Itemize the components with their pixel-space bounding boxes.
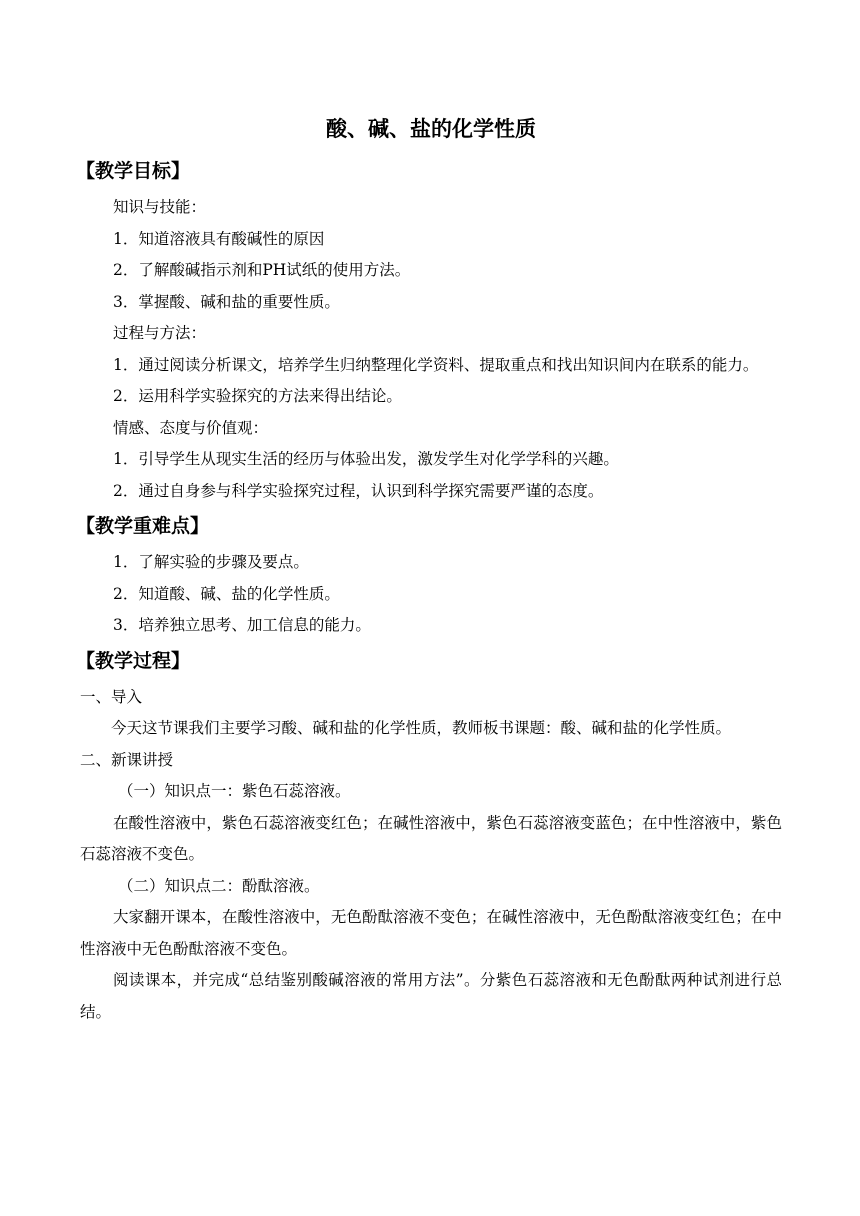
- point1-label: （一）知识点一：紫色石蕊溶液。: [118, 782, 351, 800]
- attitude-item-2: 2．通过自身参与科学实验探究过程，认识到科学探究需要严谨的态度。: [113, 481, 604, 500]
- point2-text: 大家翻开课本，在酸性溶液中，无色酚酞溶液不变色；在碱性溶液中，无色酚酞溶液变红色；在中性溶液中无色酚酞溶液不变色。: [80, 908, 782, 958]
- intro-text: 今天这节课我们主要学习酸、碱和盐的化学性质，教师板书课题：酸、碱和盐的化学性质。: [111, 719, 732, 737]
- key-point-item-3: 3．培养独立思考、加工信息的能力。: [113, 616, 371, 634]
- point1-text: 在酸性溶液中，紫色石蕊溶液变红色；在碱性溶液中，紫色石蕊溶液变蓝色；在中性溶液中，紫色石蕊溶液不变色。: [80, 813, 782, 863]
- reading-text: 阅读课本，并完成“总结鉴别酸碱溶液的常用方法”。分紫色石蕊溶液和无色酚酞两种试剂进行总结。: [80, 971, 782, 1021]
- point2-label: （二）知识点二：酚酞溶液。: [118, 876, 320, 895]
- new-lesson-label: 二、新课讲授: [80, 750, 174, 769]
- attitude-item-1: 1．引导学生从现实生活的经历与体验出发，激发学生对化学学科的兴趣。: [113, 450, 619, 468]
- knowledge-label: 知识与技能：: [113, 198, 207, 216]
- process-label: 过程与方法：: [113, 324, 207, 342]
- document-page: [76, 112, 782, 1028]
- section-objectives: [76, 156, 782, 507]
- key-point-item-1: 1．了解实验的步骤及要点。: [113, 553, 309, 571]
- section-process: [76, 646, 782, 1029]
- section-heading-process: 【教学过程】: [76, 649, 191, 672]
- process-item-2: 2．运用科学实验探究的方法来得出结论。: [113, 387, 402, 405]
- attitude-label: 情感、态度与价值观：: [113, 418, 269, 437]
- knowledge-item-3: 3．掌握酸、碱和盐的重要性质。: [113, 292, 340, 311]
- section-heading-objectives: 【教学目标】: [76, 160, 191, 182]
- key-point-item-2: 2．知道酸、碱、盐的化学性质。: [113, 584, 340, 603]
- section-key-points: [76, 511, 782, 642]
- process-item-1: 1．通过阅读分析课文，培养学生归纳整理化学资料、提取重点和找出知识间内在联系的能力。: [113, 355, 759, 374]
- intro-label: 一、导入: [80, 687, 143, 706]
- section-heading-key-points: 【教学重难点】: [76, 515, 210, 537]
- knowledge-item-2: 2．了解酸碱指示剂和PH试纸的使用方法。: [113, 261, 411, 279]
- knowledge-item-1: 1．知道溶液具有酸碱性的原因: [113, 229, 325, 248]
- page-title: 酸、碱、盐的化学性质: [326, 117, 536, 141]
